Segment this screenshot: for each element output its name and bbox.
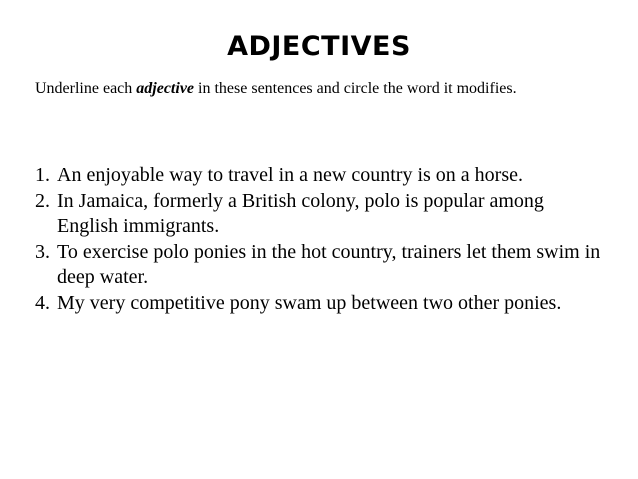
- instructions-emphasis: adjective: [136, 80, 195, 97]
- sentence-number: 2.: [35, 189, 50, 212]
- sentence-list: [35, 163, 610, 316]
- instructions-text: [35, 78, 576, 100]
- page-title: ADJECTIVES: [227, 31, 411, 62]
- sentence-number: 1.: [35, 164, 50, 186]
- instructions-after: in these sentences and circle the word it modifies.: [194, 80, 517, 97]
- sentence-text: To exercise polo ponies in the hot country, trainers let them swim in deep water.: [57, 240, 601, 288]
- sentence-number: 4.: [35, 291, 50, 314]
- sentence-item: [35, 291, 610, 317]
- sentence-text: In Jamaica, formerly a British colony, polo is popular among English immigrants.: [57, 189, 544, 237]
- sentence-text: An enjoyable way to travel in a new country is on a horse.: [57, 164, 523, 186]
- sentence-number: 3.: [35, 240, 50, 263]
- sentence-item: [35, 163, 610, 189]
- instructions-before: Underline each: [35, 80, 137, 97]
- sentence-item: [35, 240, 610, 291]
- sentence-item: [35, 189, 610, 240]
- sentence-text: My very competitive pony swam up between two other ponies.: [57, 291, 562, 314]
